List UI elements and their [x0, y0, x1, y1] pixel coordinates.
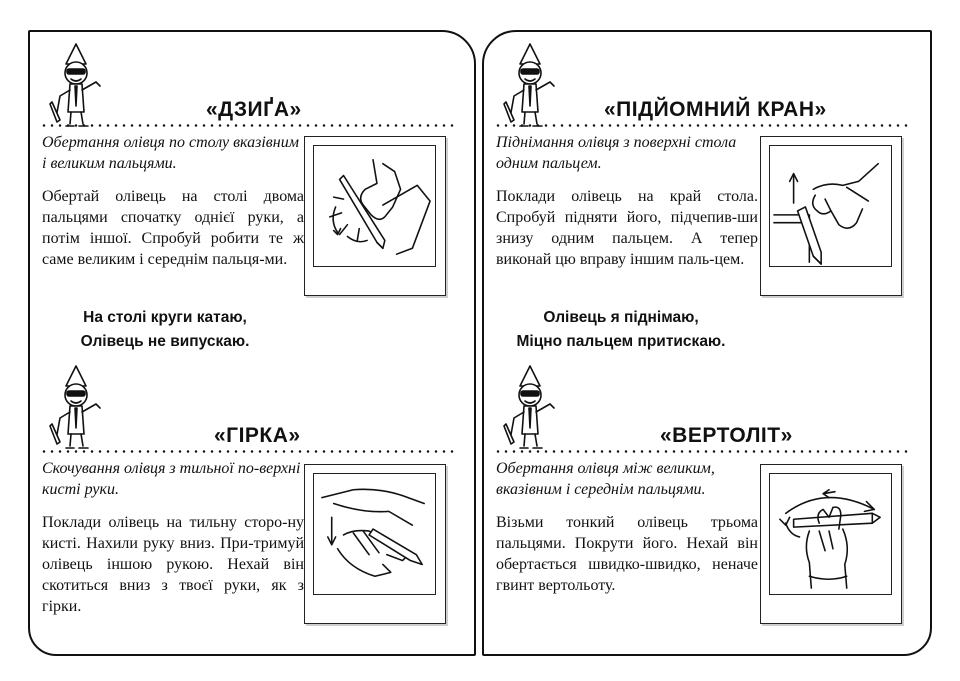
left-page: [28, 30, 476, 656]
right-page: [482, 30, 932, 656]
exercise-title: «ПІДЙОМНИЙ КРАН»: [604, 98, 827, 121]
exercise-illustration: [304, 464, 446, 624]
pencil-boy-mascot-icon: [500, 362, 560, 450]
exercise-illustration: [304, 136, 446, 296]
exercise-title: «ДЗИҐА»: [206, 98, 302, 121]
dotted-divider: [494, 124, 912, 127]
poem-line: Олівець я піднімаю,: [543, 309, 699, 326]
exercise-body: Поклади олівець на край стола. Спробуй підняти його, підчепив-ши знизу одним пальцем. А тепер виконай цю вправу іншим паль-цем.: [496, 188, 758, 268]
exercise-girka: [30, 362, 474, 652]
exercise-body: Поклади олівець на тильну сторо-ну кисті. Нахили руку вниз. При-тримуй олівець іншою рукою. Нехай він скотиться вниз з твоєї руки, як з гірки.: [42, 514, 304, 615]
pencil-boy-mascot-icon: [46, 40, 106, 128]
poem-line: Міцно пальцем притискаю.: [516, 333, 726, 350]
exercise-header: [484, 40, 930, 130]
exercise-intro: Обертання олівця між великим, вказівним і середнім пальцями.: [496, 460, 715, 498]
poem-line: Олівець не випускаю.: [80, 333, 250, 350]
pencil-boy-mascot-icon: [46, 362, 106, 450]
hand-spinning-pencil-icon: [314, 146, 435, 266]
finger-lifting-pencil-icon: [770, 146, 891, 266]
exercise-title: «ВЕРТОЛІТ»: [660, 424, 793, 447]
exercise-intro: Піднімання олівця з поверхні стола одним пальцем.: [496, 134, 737, 172]
exercise-header: [30, 40, 474, 130]
dotted-divider: [494, 450, 912, 453]
exercise-intro: Скочування олівця з тильної по-верхні кисті руки.: [42, 460, 301, 498]
exercise-poem: [30, 306, 300, 354]
pencil-rolling-off-hand-icon: [314, 474, 435, 594]
exercise-poem: [490, 306, 752, 354]
exercise-header: [484, 362, 930, 452]
exercise-intro: Обертання олівця по столу вказівним і великим пальцями.: [42, 134, 299, 172]
dotted-divider: [40, 450, 456, 453]
exercise-pidiomnyi-kran: [484, 40, 930, 370]
poem-line: На столі круги катаю,: [83, 309, 247, 326]
pencil-boy-mascot-icon: [500, 40, 560, 128]
exercise-title: «ГІРКА»: [214, 424, 301, 447]
dotted-divider: [40, 124, 456, 127]
exercise-illustration: [760, 136, 902, 296]
exercise-body: Обертай олівець на столі двома пальцями спочатку однієї руки, а потім іншої. Спробуй робити те ж саме великим і середнім пальця-ми.: [42, 188, 304, 268]
exercise-dzyga: [30, 40, 474, 370]
exercise-vertolit: [484, 362, 930, 652]
exercise-header: [30, 362, 474, 452]
exercise-body: Візьми тонкий олівець трьома пальцями. Покрути його. Нехай він обертається швидко-швидко, неначе гвинт вертольоту.: [496, 514, 758, 594]
exercise-illustration: [760, 464, 902, 624]
hand-twirling-pencil-icon: [770, 474, 891, 594]
